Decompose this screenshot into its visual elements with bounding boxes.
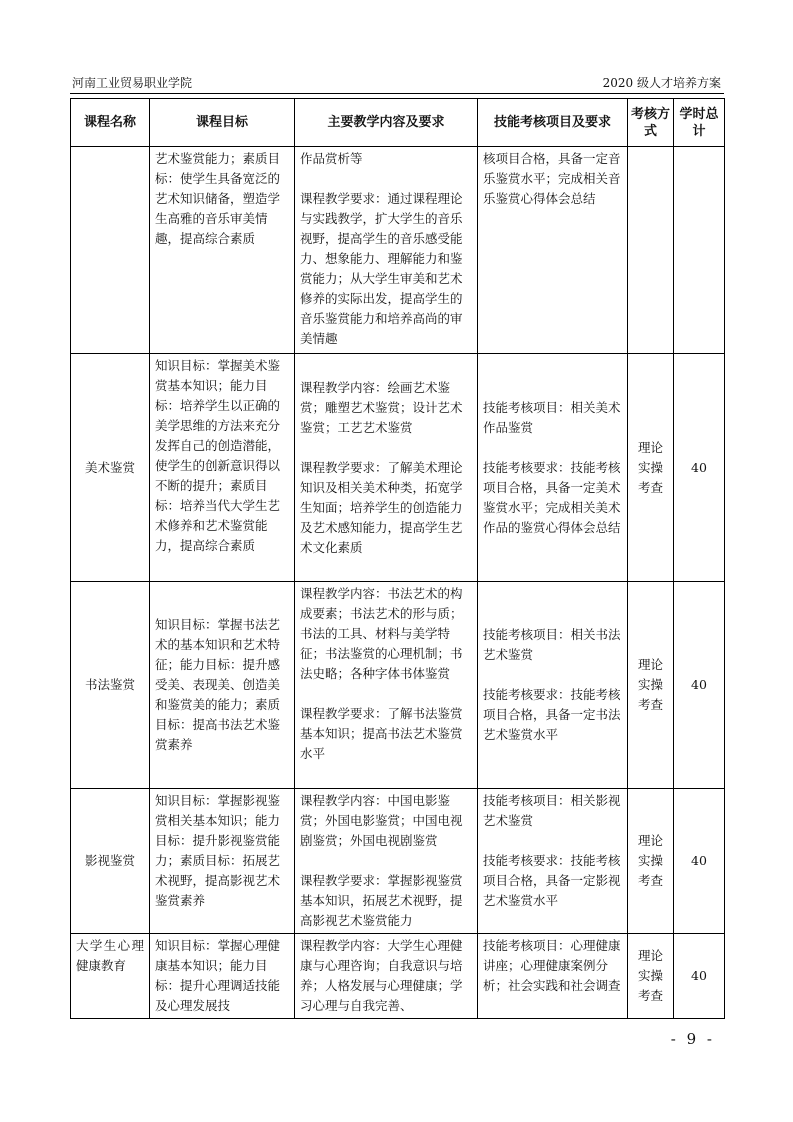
content-cell (295, 354, 478, 582)
skill-cell (478, 934, 628, 1019)
skill-project: 技能考核项目：相关影视艺术鉴赏 (483, 793, 621, 828)
table-row (71, 147, 725, 354)
course-goal-text: 知识目标：掌握影视鉴赏相关基本知识；能力目标：提升影视鉴赏能力；素质目标：拓展艺术视野，提高影视艺术鉴赏素养 (155, 793, 281, 908)
hours-cell: 40 (674, 789, 725, 934)
table-row (71, 934, 725, 1019)
skill-requirements: 技能考核要求：技能考核项目合格，具备一定美术鉴赏水平；完成相关美术作品的鉴赏心得体会总结 (483, 459, 621, 535)
skill-project: 技能考核项目：相关美术作品鉴赏 (483, 399, 621, 435)
table-row (71, 582, 725, 789)
content-cell (295, 582, 478, 789)
skill-project: 技能考核项目：相关书法艺术鉴赏 (483, 627, 621, 662)
content-cell (295, 934, 478, 1019)
content-teaching-requirements: 课程教学要求：了解美术理论知识及相关美术种类，拓宽学生知面；培养学生的创造能力及艺术感知能力，提高学生艺术文化素质 (300, 459, 463, 555)
content-cell (295, 789, 478, 934)
content-teaching-items: 课程教学内容：中国电影鉴赏；外国电影鉴赏；中国电视剧鉴赏；外国电视剧鉴赏 (300, 793, 463, 848)
method-cell: 理论实操考查 (628, 354, 674, 582)
content-teaching-items: 课程教学内容：大学生心理健康与心理咨询；自我意识与培养；人格发展与心理健康；学习心理与自我完善、 (300, 938, 463, 1013)
page-number: - 9 - (670, 1030, 715, 1048)
course-goal-cell (150, 354, 295, 582)
course-goal-text: 艺术鉴赏能力；素质目标：使学生具备宽泛的艺术知识储备，塑造学生高雅的音乐审美情趣，提高综合素质 (155, 151, 281, 246)
skill-project: 技能考核项目：心理健康讲座；心理健康案例分析；社会实践和社会调查 (483, 938, 621, 993)
content-teaching-requirements: 课程教学要求：掌握影视鉴赏基本知识，拓展艺术视野，提高影视艺术鉴赏能力 (300, 873, 463, 928)
course-name-cell (71, 147, 150, 354)
hours-cell (674, 147, 725, 354)
skill-cell (478, 582, 628, 789)
table-row (71, 789, 725, 934)
method-cell: 理论实操考查 (628, 582, 674, 789)
course-name-text: 大学生心理健康教育 (76, 938, 144, 973)
content-teaching-items: 课程教学内容：书法艺术的构成要素；书法艺术的形与质；书法的工具、材料与美学特征；书法鉴赏的心理机制；书法史略；各种字体书体鉴赏 (300, 586, 463, 681)
skill-text: 核项目合格，具备一定音乐鉴赏水平；完成相关音乐鉴赏心得体会总结 (483, 151, 621, 206)
header-doc-title: 2020 级人才培养方案 (602, 76, 721, 90)
course-goal-cell (150, 789, 295, 934)
header-cell-method: 考核方式 (628, 99, 674, 147)
method-cell: 理论实操考查 (628, 789, 674, 934)
course-goal-text: 知识目标：掌握心理健康基本知识；能力目标：提升心理调适技能及心理发展技 (155, 938, 281, 1013)
header-cell-hours: 学时总计 (674, 99, 725, 147)
course-name-cell: 影视鉴赏 (71, 789, 150, 934)
header-cell-course-name: 课程名称 (71, 99, 150, 147)
method-cell: 理论实操考查 (628, 934, 674, 1019)
header-school-name: 河南工业贸易职业学院 (72, 76, 193, 90)
hours-cell: 40 (674, 934, 725, 1019)
course-goal-cell (150, 582, 295, 789)
skill-requirements: 技能考核要求：技能考核项目合格，具备一定影视艺术鉴赏水平 (483, 853, 621, 908)
course-goal-text: 知识目标：掌握书法艺术的基本知识和艺术特征；能力目标：提升感受美、表现美、创造美和鉴赏美的能力；素质目标：提高书法艺术鉴赏素养 (155, 617, 281, 752)
content-teaching-requirements: 课程教学要求：通过课程理论与实践教学，扩大学生的音乐视野，提高学生的音乐感受能力、想象能力、理解能力和鉴赏能力；从大学生审美和艺术修养的实际出发，提高学生的音乐鉴赏能力和培养高尚的审美情趣 (300, 191, 463, 346)
table-row (71, 354, 725, 582)
skill-cell (478, 789, 628, 934)
hours-cell: 40 (674, 354, 725, 582)
course-name-cell (71, 934, 150, 1019)
skill-cell (478, 354, 628, 582)
header-cell-skill: 技能考核项目及要求 (478, 99, 628, 147)
content-teaching-items: 课程教学内容：绘画艺术鉴赏；雕塑艺术鉴赏；设计艺术鉴赏；工艺艺术鉴赏 (300, 379, 463, 435)
skill-requirements: 技能考核要求：技能考核项目合格，具备一定书法艺术鉴赏水平 (483, 687, 621, 742)
course-goal-text: 知识目标：掌握美术鉴赏基本知识；能力目标：培养学生以正确的美学思维的方法来充分发挥自己的创造潜能，使学生的创新意识得以不断的提升；素质目标：培养当代大学生艺术修养和艺术鉴赏能力，提高综合素质 (155, 358, 281, 553)
header-cell-content: 主要教学内容及要求 (295, 99, 478, 147)
content-teaching-requirements: 课程教学要求：了解书法鉴赏基本知识；提高书法艺术鉴赏水平 (300, 706, 463, 761)
header-cell-course-goal: 课程目标 (150, 99, 295, 147)
header-rule (70, 93, 724, 94)
course-name-cell: 美术鉴赏 (71, 354, 150, 582)
course-name-cell: 书法鉴赏 (71, 582, 150, 789)
curriculum-table (70, 98, 725, 1019)
course-goal-cell (150, 147, 295, 354)
table-header-row (71, 99, 725, 147)
hours-cell: 40 (674, 582, 725, 789)
skill-cell (478, 147, 628, 354)
method-cell (628, 147, 674, 354)
content-cell (295, 147, 478, 354)
course-goal-cell (150, 934, 295, 1019)
content-teaching-items: 作品赏析等 (300, 151, 363, 166)
